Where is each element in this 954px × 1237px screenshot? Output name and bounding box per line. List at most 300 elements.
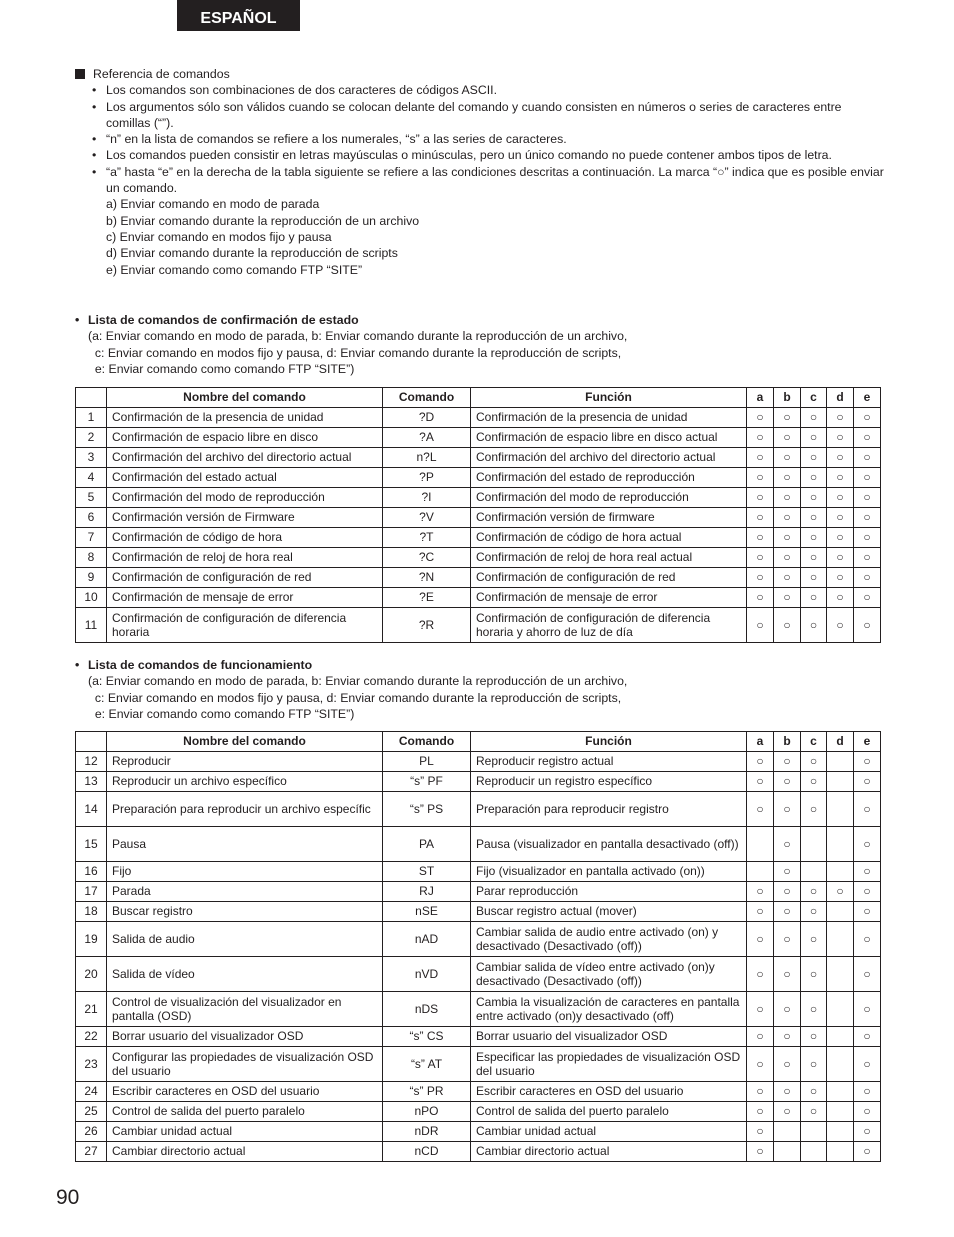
row-number: 3 bbox=[76, 448, 107, 468]
circle-mark-icon: ○ bbox=[809, 617, 818, 632]
circle-mark-icon: ○ bbox=[863, 1001, 871, 1016]
intro-bullet-list bbox=[75, 82, 885, 196]
command-name: Fijo bbox=[107, 862, 383, 882]
table-row bbox=[76, 448, 881, 468]
command-function: Parar reproducción bbox=[471, 882, 747, 902]
condition-c-cell bbox=[801, 1047, 827, 1082]
operation-section-line: (a: Enviar comando en modo de parada, b: Enviar comando durante la reproducción de un archivo, bbox=[88, 674, 628, 689]
table-row bbox=[76, 428, 881, 448]
command-name: Borrar usuario del visualizador OSD bbox=[107, 1027, 383, 1047]
circle-mark-icon: ○ bbox=[809, 470, 818, 485]
operation-section-line: e: Enviar comando como comando FTP “SITE”) bbox=[88, 706, 355, 721]
condition-c-cell bbox=[801, 428, 827, 448]
circle-mark-icon: ○ bbox=[809, 931, 818, 946]
command-name: Confirmación de mensaje de error bbox=[107, 588, 383, 608]
condition-c-cell bbox=[801, 862, 827, 882]
circle-mark-icon: ○ bbox=[863, 801, 871, 816]
circle-mark-icon: ○ bbox=[783, 1104, 791, 1119]
row-number: 15 bbox=[76, 827, 107, 862]
circle-mark-icon: ○ bbox=[836, 884, 844, 899]
table-row bbox=[76, 588, 881, 608]
command-name: Confirmación del estado actual bbox=[107, 468, 383, 488]
command-function: Cambiar directorio actual bbox=[471, 1142, 747, 1162]
condition-c-cell bbox=[801, 957, 827, 992]
condition-c-cell bbox=[801, 568, 827, 588]
circle-mark-icon: ○ bbox=[863, 754, 871, 769]
intro-bullet: • “a” hasta “e” en la derecha de la tabla siguiente se refiere a las condiciones descritas a continuación. La marca “○” indica que es posible enviar un comando. bbox=[75, 164, 885, 197]
command-name: Confirmación del modo de reproducción bbox=[107, 488, 383, 508]
condition-c-cell bbox=[801, 468, 827, 488]
row-number: 8 bbox=[76, 548, 107, 568]
command-code: ?D bbox=[383, 408, 471, 428]
circle-mark-icon: ○ bbox=[783, 450, 791, 465]
circle-mark-icon: ○ bbox=[756, 410, 764, 425]
header-d: d bbox=[827, 388, 854, 408]
command-name: Confirmación de reloj de hora real bbox=[107, 548, 383, 568]
condition-c-cell bbox=[801, 772, 827, 792]
command-code: n?L bbox=[383, 448, 471, 468]
condition-d-cell bbox=[827, 882, 854, 902]
condition-d-cell bbox=[827, 752, 854, 772]
condition-d-cell bbox=[827, 792, 854, 827]
condition-c-cell bbox=[801, 608, 827, 643]
operation-section-title: • Lista de comandos de funcionamiento bbox=[75, 657, 885, 673]
circle-mark-icon: ○ bbox=[836, 510, 844, 525]
row-number: 6 bbox=[76, 508, 107, 528]
circle-mark-icon: ○ bbox=[756, 1084, 764, 1099]
command-function: Reproducir registro actual bbox=[471, 752, 747, 772]
condition-e-cell bbox=[854, 772, 881, 792]
condition-d-cell bbox=[827, 1082, 854, 1102]
row-number: 9 bbox=[76, 568, 107, 588]
intro-bullet: • Los comandos son combinaciones de dos caracteres de códigos ASCII. bbox=[75, 82, 885, 98]
circle-mark-icon: ○ bbox=[836, 410, 844, 425]
condition-c-cell bbox=[801, 1122, 827, 1142]
condition-b-cell bbox=[774, 1122, 801, 1142]
circle-mark-icon: ○ bbox=[809, 430, 818, 445]
row-number: 22 bbox=[76, 1027, 107, 1047]
circle-mark-icon: ○ bbox=[836, 490, 844, 505]
condition-b-cell bbox=[774, 752, 801, 772]
table-row bbox=[76, 1102, 881, 1122]
status-section-caption bbox=[75, 312, 885, 377]
circle-mark-icon: ○ bbox=[863, 1056, 871, 1071]
circle-mark-icon: ○ bbox=[809, 774, 818, 789]
operation-table-body bbox=[76, 752, 881, 1162]
circle-mark-icon: ○ bbox=[809, 510, 818, 525]
command-name: Salida de vídeo bbox=[107, 957, 383, 992]
condition-e-cell bbox=[854, 752, 881, 772]
circle-mark-icon: ○ bbox=[809, 1056, 818, 1071]
circle-mark-icon: ○ bbox=[783, 774, 791, 789]
condition-d-cell bbox=[827, 608, 854, 643]
circle-mark-icon: ○ bbox=[836, 590, 844, 605]
command-function: Confirmación del modo de reproducción bbox=[471, 488, 747, 508]
command-function: Cambiar salida de vídeo entre activado (on)y desactivado (Desactivado (off)) bbox=[471, 957, 747, 992]
condition-b: b) Enviar comando durante la reproducción de un archivo bbox=[106, 213, 420, 228]
command-code: nSE bbox=[383, 902, 471, 922]
circle-mark-icon: ○ bbox=[756, 530, 764, 545]
condition-a-cell bbox=[747, 957, 774, 992]
table-row bbox=[76, 772, 881, 792]
command-code: ?V bbox=[383, 508, 471, 528]
table-header-row bbox=[76, 732, 881, 752]
condition-d-cell bbox=[827, 1047, 854, 1082]
circle-mark-icon: ○ bbox=[836, 617, 844, 632]
command-name: Confirmación de configuración de diferencia horaria bbox=[107, 608, 383, 643]
circle-mark-icon: ○ bbox=[756, 1124, 764, 1139]
condition-c-cell bbox=[801, 1027, 827, 1047]
condition-a-cell bbox=[747, 992, 774, 1027]
intro-bullet: • Los comandos pueden consistir en letras mayúsculas o minúsculas, pero un único comando no puede contener ambos tipos de letra. bbox=[75, 147, 885, 163]
condition-b-cell bbox=[774, 992, 801, 1027]
intro-bullet: • Los argumentos sólo son válidos cuando se colocan delante del comando y cuando consisten en números o series de caracteres entre comillas (“”). bbox=[75, 99, 885, 132]
header-num bbox=[76, 732, 107, 752]
row-number: 11 bbox=[76, 608, 107, 643]
condition-d-cell bbox=[827, 957, 854, 992]
condition-c-cell bbox=[801, 528, 827, 548]
command-code: ?I bbox=[383, 488, 471, 508]
command-code: nCD bbox=[383, 1142, 471, 1162]
command-code: ST bbox=[383, 862, 471, 882]
command-name: Parada bbox=[107, 882, 383, 902]
table-row bbox=[76, 1047, 881, 1082]
row-number: 16 bbox=[76, 862, 107, 882]
circle-mark-icon: ○ bbox=[756, 1029, 764, 1044]
table-row bbox=[76, 827, 881, 862]
condition-e-cell bbox=[854, 468, 881, 488]
command-code: PL bbox=[383, 752, 471, 772]
condition-d-cell bbox=[827, 1102, 854, 1122]
circle-mark-icon: ○ bbox=[863, 570, 871, 585]
command-code: “s” CS bbox=[383, 1027, 471, 1047]
condition-a-cell bbox=[747, 1102, 774, 1122]
condition-e-cell bbox=[854, 1142, 881, 1162]
circle-mark-icon: ○ bbox=[836, 530, 844, 545]
table-row bbox=[76, 488, 881, 508]
command-name: Escribir caracteres en OSD del usuario bbox=[107, 1082, 383, 1102]
command-code: nVD bbox=[383, 957, 471, 992]
circle-mark-icon: ○ bbox=[809, 1084, 818, 1099]
condition-d-cell bbox=[827, 408, 854, 428]
table-header-row bbox=[76, 388, 881, 408]
operation-section-caption bbox=[75, 657, 885, 722]
table-row bbox=[76, 1142, 881, 1162]
circle-mark-icon: ○ bbox=[863, 774, 871, 789]
circle-mark-icon: ○ bbox=[783, 530, 791, 545]
condition-a-cell bbox=[747, 772, 774, 792]
command-function: Confirmación de configuración de diferencia horaria y ahorro de luz de día bbox=[471, 608, 747, 643]
circle-mark-icon: ○ bbox=[809, 530, 818, 545]
condition-a-cell bbox=[747, 752, 774, 772]
condition-d-cell bbox=[827, 548, 854, 568]
condition-b-cell bbox=[774, 1047, 801, 1082]
condition-a-cell bbox=[747, 468, 774, 488]
circle-mark-icon: ○ bbox=[783, 470, 791, 485]
circle-mark-icon: ○ bbox=[836, 550, 844, 565]
table-row bbox=[76, 922, 881, 957]
condition-e-cell bbox=[854, 922, 881, 957]
command-function: Especificar las propiedades de visualización OSD del usuario bbox=[471, 1047, 747, 1082]
command-function: Reproducir un registro específico bbox=[471, 772, 747, 792]
condition-d-cell bbox=[827, 902, 854, 922]
condition-d-cell bbox=[827, 922, 854, 957]
command-name: Reproducir bbox=[107, 752, 383, 772]
condition-b-cell bbox=[774, 448, 801, 468]
circle-mark-icon: ○ bbox=[756, 1104, 764, 1119]
condition-d-cell bbox=[827, 528, 854, 548]
row-number: 2 bbox=[76, 428, 107, 448]
condition-a-cell bbox=[747, 1082, 774, 1102]
circle-mark-icon: ○ bbox=[783, 1084, 791, 1099]
condition-b-cell bbox=[774, 528, 801, 548]
circle-mark-icon: ○ bbox=[809, 1104, 818, 1119]
circle-mark-icon: ○ bbox=[863, 490, 871, 505]
condition-d-cell bbox=[827, 1122, 854, 1142]
circle-mark-icon: ○ bbox=[783, 1029, 791, 1044]
header-code: Comando bbox=[383, 388, 471, 408]
condition-c: c) Enviar comando en modos fijo y pausa bbox=[106, 229, 332, 244]
circle-mark-icon: ○ bbox=[783, 884, 791, 899]
command-code: nDS bbox=[383, 992, 471, 1027]
header-b: b bbox=[774, 732, 801, 752]
circle-mark-icon: ○ bbox=[809, 884, 818, 899]
circle-mark-icon: ○ bbox=[783, 570, 791, 585]
condition-e-cell bbox=[854, 957, 881, 992]
command-function: Confirmación del archivo del directorio actual bbox=[471, 448, 747, 468]
condition-d-cell bbox=[827, 568, 854, 588]
condition-e-cell bbox=[854, 862, 881, 882]
command-code: RJ bbox=[383, 882, 471, 902]
row-number: 1 bbox=[76, 408, 107, 428]
command-function: Cambia la visualización de caracteres en pantalla entre activado (on)y desactivado (off) bbox=[471, 992, 747, 1027]
condition-c-cell bbox=[801, 1102, 827, 1122]
command-code: ?C bbox=[383, 548, 471, 568]
circle-mark-icon: ○ bbox=[809, 490, 818, 505]
command-name: Confirmación del archivo del directorio actual bbox=[107, 448, 383, 468]
circle-mark-icon: ○ bbox=[863, 884, 871, 899]
condition-e-cell bbox=[854, 792, 881, 827]
table-row bbox=[76, 882, 881, 902]
command-code: ?T bbox=[383, 528, 471, 548]
square-bullet-icon bbox=[75, 69, 85, 79]
header-function: Función bbox=[471, 732, 747, 752]
table-row bbox=[76, 862, 881, 882]
command-reference-intro bbox=[75, 66, 885, 278]
intro-bullet: • “n” en la lista de comandos se refiere a los numerales, “s” a las series de caracteres. bbox=[75, 131, 885, 147]
circle-mark-icon: ○ bbox=[756, 1001, 764, 1016]
intro-heading-text: Referencia de comandos bbox=[93, 67, 230, 81]
circle-mark-icon: ○ bbox=[783, 801, 791, 816]
condition-c-cell bbox=[801, 508, 827, 528]
circle-mark-icon: ○ bbox=[863, 1084, 871, 1099]
condition-e-cell bbox=[854, 1102, 881, 1122]
row-number: 26 bbox=[76, 1122, 107, 1142]
command-function: Control de salida del puerto paralelo bbox=[471, 1102, 747, 1122]
circle-mark-icon: ○ bbox=[863, 450, 871, 465]
circle-mark-icon: ○ bbox=[809, 801, 818, 816]
row-number: 20 bbox=[76, 957, 107, 992]
command-function: Cambiar salida de audio entre activado (on) y desactivado (Desactivado (off)) bbox=[471, 922, 747, 957]
condition-d-cell bbox=[827, 488, 854, 508]
condition-d-cell bbox=[827, 448, 854, 468]
condition-a-cell bbox=[747, 488, 774, 508]
circle-mark-icon: ○ bbox=[756, 966, 764, 981]
circle-mark-icon: ○ bbox=[756, 617, 764, 632]
circle-mark-icon: ○ bbox=[756, 590, 764, 605]
command-code: nAD bbox=[383, 922, 471, 957]
command-name: Configurar las propiedades de visualización OSD del usuario bbox=[107, 1047, 383, 1082]
row-number: 5 bbox=[76, 488, 107, 508]
circle-mark-icon: ○ bbox=[809, 450, 818, 465]
row-number: 12 bbox=[76, 752, 107, 772]
condition-b-cell bbox=[774, 922, 801, 957]
condition-b-cell bbox=[774, 772, 801, 792]
row-number: 10 bbox=[76, 588, 107, 608]
condition-a-cell bbox=[747, 608, 774, 643]
command-function: Confirmación de la presencia de unidad bbox=[471, 408, 747, 428]
condition-d-cell bbox=[827, 428, 854, 448]
status-section-title: • Lista de comandos de confirmación de estado bbox=[75, 312, 885, 328]
condition-b-cell bbox=[774, 792, 801, 827]
row-number: 21 bbox=[76, 992, 107, 1027]
condition-c-cell bbox=[801, 588, 827, 608]
condition-a-cell bbox=[747, 568, 774, 588]
circle-mark-icon: ○ bbox=[836, 430, 844, 445]
command-function: Buscar registro actual (mover) bbox=[471, 902, 747, 922]
command-code: ?N bbox=[383, 568, 471, 588]
circle-mark-icon: ○ bbox=[863, 470, 871, 485]
circle-mark-icon: ○ bbox=[809, 904, 818, 919]
command-name: Confirmación versión de Firmware bbox=[107, 508, 383, 528]
table-row bbox=[76, 792, 881, 827]
condition-e-cell bbox=[854, 508, 881, 528]
condition-d-cell bbox=[827, 827, 854, 862]
condition-d-cell bbox=[827, 1027, 854, 1047]
condition-b-cell bbox=[774, 1027, 801, 1047]
table-row bbox=[76, 1027, 881, 1047]
circle-mark-icon: ○ bbox=[756, 570, 764, 585]
row-number: 17 bbox=[76, 882, 107, 902]
row-number: 14 bbox=[76, 792, 107, 827]
condition-a-cell bbox=[747, 528, 774, 548]
header-name: Nombre del comando bbox=[107, 732, 383, 752]
circle-mark-icon: ○ bbox=[863, 904, 871, 919]
condition-c-cell bbox=[801, 922, 827, 957]
condition-e-cell bbox=[854, 588, 881, 608]
condition-a-cell bbox=[747, 1027, 774, 1047]
condition-a-cell bbox=[747, 792, 774, 827]
condition-b-cell bbox=[774, 548, 801, 568]
command-function: Confirmación de mensaje de error bbox=[471, 588, 747, 608]
operation-commands-table bbox=[75, 731, 881, 1162]
command-name: Cambiar unidad actual bbox=[107, 1122, 383, 1142]
condition-a-cell bbox=[747, 448, 774, 468]
row-number: 25 bbox=[76, 1102, 107, 1122]
command-name: Confirmación de código de hora bbox=[107, 528, 383, 548]
command-code: nDR bbox=[383, 1122, 471, 1142]
circle-mark-icon: ○ bbox=[756, 754, 764, 769]
condition-a-cell bbox=[747, 548, 774, 568]
condition-c-cell bbox=[801, 1142, 827, 1162]
language-tab: ESPAÑOL bbox=[177, 0, 300, 31]
status-commands-table bbox=[75, 387, 881, 643]
circle-mark-icon: ○ bbox=[863, 510, 871, 525]
circle-mark-icon: ○ bbox=[783, 836, 791, 851]
circle-mark-icon: ○ bbox=[836, 570, 844, 585]
circle-mark-icon: ○ bbox=[783, 410, 791, 425]
command-name: Pausa bbox=[107, 827, 383, 862]
command-name: Buscar registro bbox=[107, 902, 383, 922]
command-name: Salida de audio bbox=[107, 922, 383, 957]
status-section-line: e: Enviar comando como comando FTP “SITE”) bbox=[88, 361, 355, 376]
circle-mark-icon: ○ bbox=[756, 490, 764, 505]
circle-mark-icon: ○ bbox=[809, 966, 818, 981]
condition-a-cell bbox=[747, 902, 774, 922]
command-code: ?R bbox=[383, 608, 471, 643]
table-row bbox=[76, 902, 881, 922]
circle-mark-icon: ○ bbox=[836, 450, 844, 465]
circle-mark-icon: ○ bbox=[783, 490, 791, 505]
command-name: Confirmación de la presencia de unidad bbox=[107, 408, 383, 428]
header-num bbox=[76, 388, 107, 408]
condition-d-cell bbox=[827, 862, 854, 882]
command-function: Pausa (visualizador en pantalla desactivado (off)) bbox=[471, 827, 747, 862]
condition-a-cell bbox=[747, 428, 774, 448]
command-name: Reproducir un archivo específico bbox=[107, 772, 383, 792]
command-code: nPO bbox=[383, 1102, 471, 1122]
circle-mark-icon: ○ bbox=[783, 864, 791, 879]
condition-b-cell bbox=[774, 408, 801, 428]
condition-e-cell bbox=[854, 428, 881, 448]
command-code: ?P bbox=[383, 468, 471, 488]
condition-e-cell bbox=[854, 488, 881, 508]
condition-b-cell bbox=[774, 1082, 801, 1102]
circle-mark-icon: ○ bbox=[756, 470, 764, 485]
page-number: 90 bbox=[56, 1186, 80, 1209]
condition-a-cell bbox=[747, 827, 774, 862]
condition-b-cell bbox=[774, 608, 801, 643]
condition-e-cell bbox=[854, 882, 881, 902]
condition-e-cell bbox=[854, 1082, 881, 1102]
condition-a-cell bbox=[747, 1047, 774, 1082]
header-d: d bbox=[827, 732, 854, 752]
condition-d-cell bbox=[827, 468, 854, 488]
condition-a-cell bbox=[747, 922, 774, 957]
command-function: Preparación para reproducir registro bbox=[471, 792, 747, 827]
row-number: 27 bbox=[76, 1142, 107, 1162]
condition-a-cell bbox=[747, 882, 774, 902]
condition-b-cell bbox=[774, 1142, 801, 1162]
circle-mark-icon: ○ bbox=[783, 1056, 791, 1071]
command-code: “s” PR bbox=[383, 1082, 471, 1102]
command-name: Confirmación de espacio libre en disco bbox=[107, 428, 383, 448]
condition-b-cell bbox=[774, 902, 801, 922]
header-c: c bbox=[801, 388, 827, 408]
command-code: “s” PS bbox=[383, 792, 471, 827]
command-code: “s” PF bbox=[383, 772, 471, 792]
circle-mark-icon: ○ bbox=[756, 510, 764, 525]
condition-b-cell bbox=[774, 1102, 801, 1122]
condition-e-cell bbox=[854, 992, 881, 1027]
circle-mark-icon: ○ bbox=[783, 590, 791, 605]
circle-mark-icon: ○ bbox=[756, 904, 764, 919]
command-function: Confirmación de configuración de red bbox=[471, 568, 747, 588]
command-function: Confirmación de reloj de hora real actual bbox=[471, 548, 747, 568]
condition-a-cell bbox=[747, 408, 774, 428]
status-section-line: (a: Enviar comando en modo de parada, b: Enviar comando durante la reproducción de un archivo, bbox=[88, 329, 628, 344]
circle-mark-icon: ○ bbox=[863, 430, 871, 445]
